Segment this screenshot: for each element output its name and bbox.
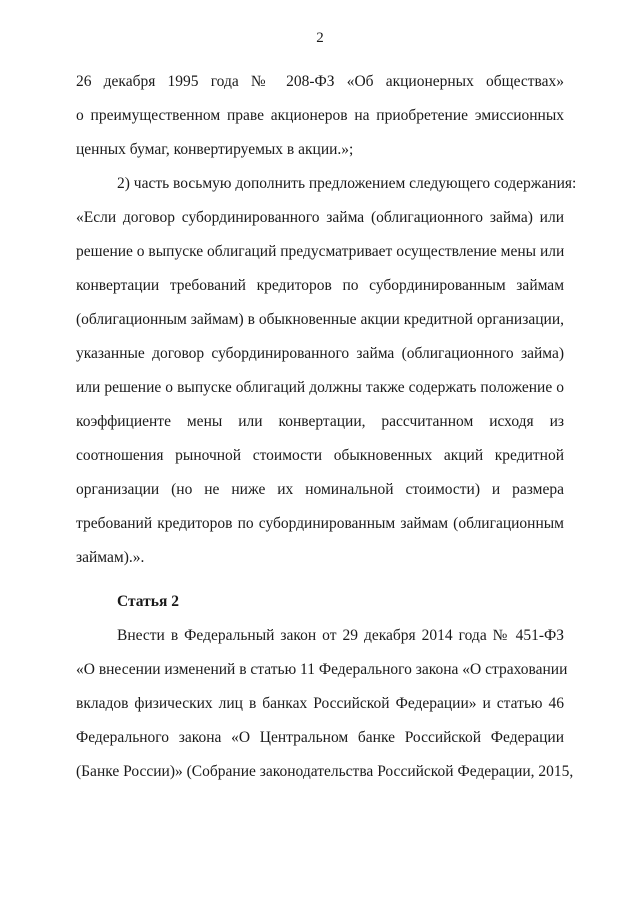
- article-heading: Статья 2: [117, 593, 179, 610]
- text-line: соотношения рыночной стоимости обыкновенных акций кредитной: [76, 447, 564, 464]
- text-line: Внести в Федеральный закон от 29 декабря 2014 года № 451-ФЗ: [117, 627, 564, 644]
- text-line: о преимущественном праве акционеров на приобретение эмиссионных: [76, 107, 564, 124]
- text-line: коэффициенте мены или конвертации, рассчитанном исходя из: [76, 413, 564, 430]
- text-line: Федерального закона «О Центральном банке Российской Федерации: [76, 729, 564, 746]
- page-number: 2: [316, 30, 324, 46]
- text-line: решение о выпуске облигаций предусматривает осуществление мены или: [76, 243, 565, 260]
- text-line: «О внесении изменений в статью 11 Федерального закона «О страховании: [76, 661, 568, 678]
- text-line: организации (но не ниже их номинальной стоимости) и размера: [76, 481, 564, 498]
- text-line: 2) часть восьмую дополнить предложением следующего содержания:: [117, 175, 577, 192]
- text-line: (Банке России)» (Собрание законодательства Российской Федерации, 2015,: [76, 763, 574, 780]
- text-line: конвертации требований кредиторов по субординированным займам: [76, 277, 564, 294]
- text-line: требований кредиторов по субординированным займам (облигационным: [76, 515, 564, 532]
- text-line: указанные договор субординированного займа (облигационного займа): [76, 345, 564, 362]
- text-line: ценных бумаг, конвертируемых в акции.»;: [76, 141, 354, 158]
- text-line: или решение о выпуске облигаций должны также содержать положение о: [76, 379, 564, 396]
- text-line: займам).».: [76, 549, 145, 566]
- text-line: (облигационным займам) в обыкновенные акции кредитной организации,: [76, 311, 564, 328]
- text-line: «Если договор субординированного займа (облигационного займа) или: [76, 209, 564, 226]
- text-line: 26 декабря 1995 года № 208-ФЗ «Об акционерных обществах»: [76, 73, 564, 90]
- text-line: вкладов физических лиц в банках Российской Федерации» и статью 46: [76, 695, 564, 712]
